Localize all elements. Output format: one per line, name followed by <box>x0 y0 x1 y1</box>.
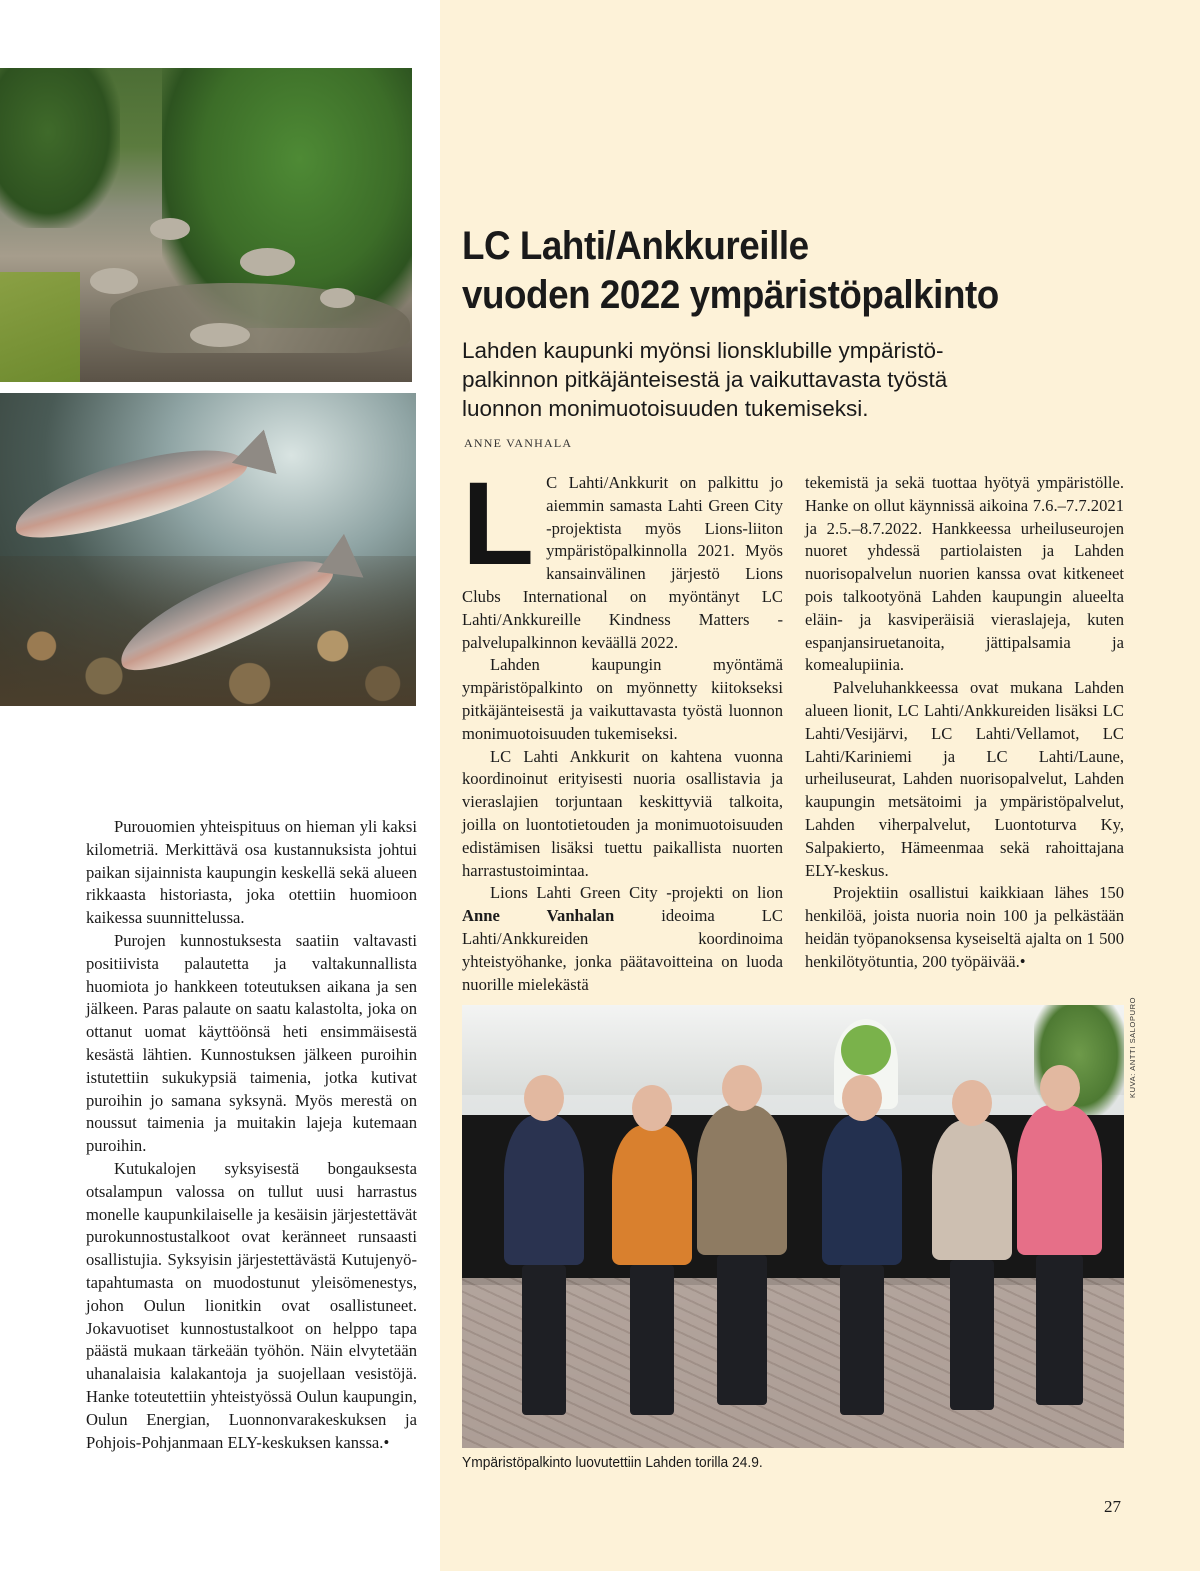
person-head <box>952 1080 992 1126</box>
vegetation-left <box>0 68 120 228</box>
person <box>612 1125 692 1265</box>
paragraph: Lahden kaupungin myöntämä ympäristöpalkinto on myönnetty kiitokseksi pitkäjänteisestä ja vaikuttavasta työstä luonnon monimuotoisuuden tukemiseksi. <box>462 655 783 743</box>
middle-column-text <box>462 458 783 996</box>
paragraph-text: Lions Lahti Green City -projekti on lion <box>490 883 783 903</box>
person-head <box>632 1085 672 1131</box>
author-name-bold: Anne Vanhalan <box>462 906 615 926</box>
page-number: 27 <box>1104 1497 1121 1516</box>
person-legs <box>630 1265 675 1415</box>
paragraph: Purojen kunnostuksesta saatiin valtavasti positiivista palautetta ja valtakunnallista huomiota jo hankkeen toteutuksen aikana ja sen jälkeen. Paras palaute on saatu kalastolta, joka on ottanut uomat käyttöönsä heti ensimmäisestä kesästä lähtien. Kunnostuksen jälkeen puroihin istutettiin sukukypsiä taimenia, jotka kutivat puroihin jo samana syksynä. Myös merestä on noussut taimenia ja muitakin lajeja kutemaan puroihin. <box>86 930 417 1156</box>
person-head <box>842 1075 882 1121</box>
paragraph: LC Lahti Ankkurit on kahtena vuonna koordinoinut erityisesti nuoria osallistavia ja vieraslajien torjuntaan keskittyviä talkoita, joilla on luontotietouden ja monimuotoisuuden edistämisen lisäksi tuettu paikallista nuorten harrastustoimintaa. <box>462 746 783 880</box>
person-head <box>722 1065 762 1111</box>
person <box>822 1115 902 1265</box>
headline-line: LC Lahti/Ankkureille <box>462 224 809 268</box>
paragraph: Kutukalojen syksyisestä bongauksesta otsalampun valossa on tullut uusi harrastus monelle kaupunkilaiselle ja kesäisin järjestettävät purokunnostustalkoot ovat keränneet runsaasti osallistujia. Syksyisin järjestettävästä Kutujenyö-tapahtumasta on muodostunut yleisömenestys, johon Oulun lionitkin ovat osallistuneet. Jokavuotiset kunnostustalkoot on helppo tapa päästä mukaan tärkeään työhön. Näin elvytetään uhanalaisia kalakantoja ja suojellaan vesistöjä. Hanke toteutettiin yhteistyössä Oulun kaupungin, Oulun Energian, Luonnonvarakeskuksen ja Pohjois-Pohjanmaan ELY-keskuksen kanssa.• <box>86 1158 417 1452</box>
person <box>1017 1105 1102 1255</box>
stone <box>320 288 355 308</box>
lede-line: luonnon monimuotoisuuden tukemiseksi. <box>462 396 869 421</box>
paragraph <box>462 882 783 996</box>
right-column-text <box>805 472 1124 974</box>
person <box>932 1120 1012 1260</box>
paragraph: tekemistä ja sekä tuottaa hyötyä ympäristölle. Hanke on ollut käynnissä aikoina 7.6.–7.7.2021 ja 2.5.–8.7.2022. Hankkeessa urheiluseurojen nuoret yhdessä partiolaisten ja Lahden nuorisopalvelun nuorien kanssa ovat kitkeneet pois talkootyönä Lahden kaupungin alueelta eläin- ja kasviperäisiä vieraslajeja, kuten espanjansiruetanoita, jättipalsamia ja komealupiinia. <box>805 473 1124 675</box>
trout-fish <box>7 431 254 553</box>
article-lede <box>462 336 1022 423</box>
award-ceremony-photo <box>462 1005 1124 1448</box>
article-headline <box>462 222 1106 320</box>
lede-line: Lahden kaupunki myönsi lionsklubille ympäristö- <box>462 338 944 363</box>
paragraph-text: ideoima LC Lahti/Ankkureiden koordinoima yhteistyöhanke, jonka päätavoitteina on luoda nuorille mielekästä <box>462 906 783 994</box>
person <box>504 1115 584 1265</box>
stream-restoration-photo <box>0 68 412 382</box>
paragraph: Purouomien yhteispituus on hieman yli kaksi kilometriä. Merkittävä osa kustannuksista johtui paikan sijainnista kaupungin keskellä sekä alueen rikkaasta historiasta, joka otettiin huomioon kaikessa suunnittelussa. <box>86 817 417 928</box>
person-legs <box>522 1265 567 1415</box>
photo-caption: Ympäristöpalkinto luovutettiin Lahden torilla 24.9. <box>462 1454 763 1471</box>
stone <box>150 218 190 240</box>
grass-bank <box>0 272 80 382</box>
trout-photo <box>0 393 416 706</box>
left-column-text <box>86 816 417 1454</box>
tent-canopy <box>462 1005 1124 1095</box>
paragraph: Palveluhankkeessa ovat mukana Lahden alueen lionit, LC Lahti/Ankkureiden lisäksi LC Lahti/Vesijärvi, LC Lahti/Vellamot, LC Lahti/Kariniemi ja LC Lahti/Laune, urheiluseurat, Lahden nuorisopalvelut, Lahden kaupungin metsätoimi ja ympäristöpalvelut, Lahden viherpalvelut, Luontoturva Ky, Salpakierto, Hämeenmaa sekä rahoittajana ELY-keskus. <box>805 678 1124 880</box>
stone <box>190 323 250 347</box>
person-head <box>1040 1065 1080 1111</box>
stone <box>240 248 295 276</box>
paragraph: Projektiin osallistui kaikkiaan lähes 150 henkilöä, joista nuoria noin 100 ja pelkästään heidän työpanoksensa kyseiseltä ajalta on 1 500 henkilötyötuntia, 200 työpäivää.• <box>805 883 1124 971</box>
person-legs <box>1036 1255 1084 1405</box>
paragraph: C Lahti/Ankkurit on palkittu jo aiemmin samasta Lahti Green City -projektista myös Lions-liiton ympäristöpalkinnolla 2021. Myös kansainvälinen järjestö Lions Clubs International on myöntänyt LC Lahti/Ankkureille Kindness Matters -palvelupalkinnon keväällä 2022. <box>462 473 783 652</box>
stone <box>90 268 138 294</box>
byline: ANNE VANHALA <box>464 436 573 450</box>
drop-cap: L <box>462 458 535 590</box>
headline-line: vuoden 2022 ympäristöpalkinto <box>462 273 999 317</box>
person-legs <box>950 1260 995 1410</box>
photo-credit: KUVA: ANTTI SALOPURO <box>1128 996 1137 1098</box>
person <box>697 1105 787 1255</box>
lede-line: palkinnon pitkäjänteisestä ja vaikuttavasta työstä <box>462 367 948 392</box>
person-legs <box>840 1265 885 1415</box>
person-legs <box>717 1255 767 1405</box>
person-head <box>524 1075 564 1121</box>
